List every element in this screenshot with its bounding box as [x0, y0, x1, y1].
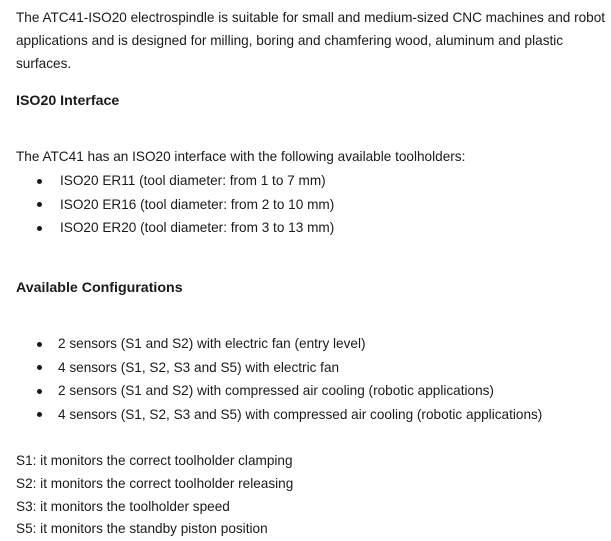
sensor-s2-description: S2: it monitors the correct toolholder releasing	[16, 475, 294, 491]
configuration-item: 4 sensors (S1, S2, S3 and S5) with electric fan	[58, 359, 340, 375]
sensor-s5-description: S5: it monitors the standby piston position	[16, 521, 268, 537]
toolholder-item-er16: ISO20 ER16 (tool diameter: from 2 to 10 mm)	[60, 196, 335, 212]
bullet-icon	[37, 389, 42, 394]
iso-interface-heading: ISO20 Interface	[16, 93, 120, 109]
configuration-item: 2 sensors (S1 and S2) with electric fan (entry level)	[58, 336, 366, 351]
configurations-heading: Available Configurations	[16, 280, 183, 296]
iso-interface-lead: The ATC41 has an ISO20 interface with the following available toolholders:	[16, 149, 466, 164]
sensor-descriptions	[16, 450, 293, 541]
bullet-icon	[37, 226, 42, 231]
bullet-icon	[37, 342, 42, 347]
intro-paragraph: The ATC41-ISO20 electrospindle is suitable for small and medium-sized CNC machines and robot applications and is designed for milling, boring and chamfering wood, aluminum and plastic surfaces.	[16, 10, 606, 71]
bullet-icon	[37, 179, 42, 184]
bullet-icon	[37, 202, 42, 207]
configuration-item: 4 sensors (S1, S2, S3 and S5) with compressed air cooling (robotic applications)	[58, 406, 543, 422]
bullet-icon	[37, 365, 42, 370]
toolholder-item-er20: ISO20 ER20 (tool diameter: from 3 to 13 mm)	[60, 220, 335, 235]
sensor-s1-description: S1: it monitors the correct toolholder clamping	[16, 453, 293, 468]
bullet-icon	[37, 412, 42, 417]
configuration-item: 2 sensors (S1 and S2) with compressed air cooling (robotic applications)	[58, 383, 494, 398]
toolholder-item-er11: ISO20 ER11 (tool diameter: from 1 to 7 mm)	[60, 173, 326, 188]
sensor-s3-description: S3: it monitors the toolholder speed	[16, 498, 230, 514]
